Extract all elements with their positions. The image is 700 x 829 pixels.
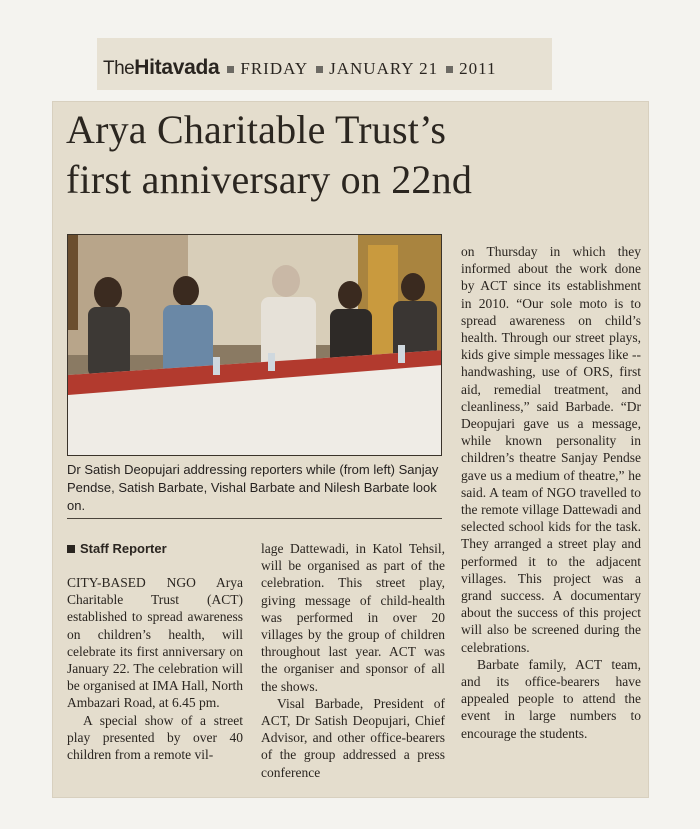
paragraph: CITY-BASED NGO Arya Charitable Trust (ACT) established to spread awareness on children’s health, will celebrate its first anniversary on January 22. The celebration will be organised at IMA Hall, North Ambazari Road, at 6.45 pm. <box>67 575 243 711</box>
paragraph: A special show of a street play presented by over 40 children from a remote vil- <box>67 712 243 763</box>
masthead-year: 2011 <box>459 59 497 78</box>
headline-line-2: first anniversary on 22nd <box>66 157 473 202</box>
masthead-date: JANUARY 21 <box>329 59 439 78</box>
article-column-1 <box>67 574 243 763</box>
paragraph: on Thursday in which they informed about the work done by ACT since its establishment in 2010. “Our sole moto is to spread awareness on child’s health. Through our street plays, kids give simple messages like -- handwashing, use of ORS, first aid, remedial treatment, and cleanliness,” said Barbade. “Dr Deopujari gave us a message, while known personality in children’s theatre Sanjay Pendse gave us a medium of theatre,” he said. A team of NGO travelled to the remote village Dattewadi and selected school kids for the task. They arranged a street play and performed it to the adjacent villages. This project was a grand success. A documentary about the success of this project will also be screened during the celebrations. <box>461 244 641 655</box>
masthead-the: The <box>103 58 135 79</box>
article-column-3 <box>461 243 641 742</box>
separator-square <box>227 66 234 73</box>
newspaper-masthead <box>97 38 552 90</box>
separator-square <box>316 66 323 73</box>
press-conference-illustration <box>68 235 442 456</box>
headline-line-1: Arya Charitable Trust’s <box>66 107 447 152</box>
caption-divider <box>67 518 442 519</box>
separator-square <box>446 66 453 73</box>
press-conference-photo <box>67 234 442 456</box>
paragraph: lage Dattewadi, in Katol Tehsil, will be organised as part of the celebration. This street play, giving message of child-health was performed in over 20 villages by the group of children throughout last year. ACT was the organiser and sponsor of all the shows. <box>261 541 445 694</box>
byline <box>67 541 167 556</box>
byline-text: Staff Reporter <box>80 541 167 556</box>
article-column-2 <box>261 540 445 781</box>
masthead-day: FRIDAY <box>240 59 309 78</box>
photo-caption: Dr Satish Deopujari addressing reporters while (from left) Sanjay Pendse, Satish Barbate, Vishal Barbate and Nilesh Barbate look on. <box>67 462 439 513</box>
masthead-title: Hitavada <box>134 56 220 79</box>
news-clipping <box>52 101 649 798</box>
paragraph: Barbate family, ACT team, and its office-bearers have appealed people to attend the event in large numbers to encourage the students. <box>461 656 641 741</box>
byline-square <box>67 545 75 553</box>
paragraph: Visal Barbade, President of ACT, Dr Satish Deopujari, Chief Advisor, and other office-bearers of the group addressed a press conference <box>261 695 445 780</box>
article-headline <box>66 105 636 205</box>
